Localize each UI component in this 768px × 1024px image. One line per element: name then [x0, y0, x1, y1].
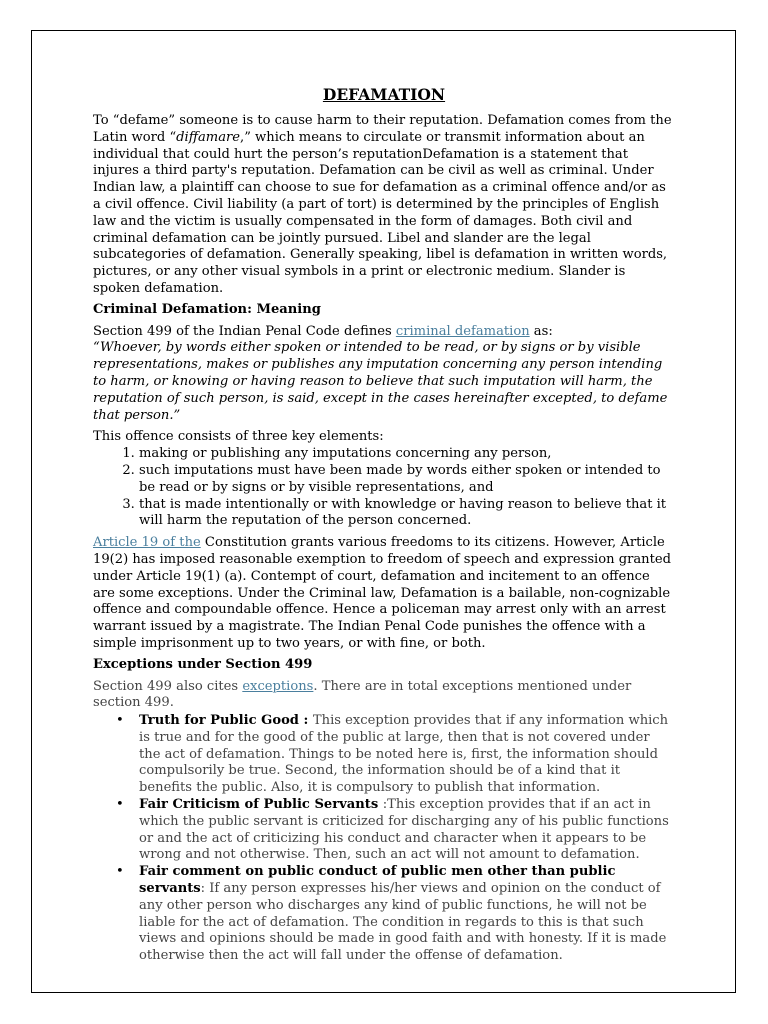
elements-intro: This offence consists of three key elements:	[93, 429, 384, 445]
page-title: DEFAMATION	[322, 85, 446, 104]
exception-text: : If any person expresses his/her views and opinion on the conduct of any other person who discharges any kind of public functions, he will not be liable for the act of defamation. The condition in regards to this is that such views and opinions should be made in good faith and with honesty. If it is made otherwise then the act will fall under the offense of defamation.	[139, 881, 667, 964]
list-item: 3. that is made intentionally or with knowledge or having reason to believe that it will harm the reputation of the person concerned.	[139, 497, 675, 531]
exception-title: Fair comment on public conduct of public men other than public servants	[139, 864, 616, 897]
intro-text-b: ,” which means to circulate or transmit information about an individual that could hurt the person’s reputationDefamation is a statement that injures a third party's reputation. Defamation can be civil as well as criminal. Under Indian law, a plaintiff can choose to sue for defamation as a criminal offence and/or as a civil offence. Civil liability (a part of tort) is determined by the principles of English law and the victim is usually compensated in the form of damages. Both civil and criminal defamation can be jointly pursued. Libel and slander are the legal subcategories of defamation. Generally speaking, libel is defamation in written words, pictures, or any other visual symbols in a print or electronic medium. Slander is spoken defamation.	[93, 129, 668, 296]
list-item	[139, 797, 675, 864]
latin-term: diffamare	[176, 129, 241, 145]
elements-list	[93, 446, 675, 530]
exception-text: This exception provides that if any information which is true and for the good of the public at large, then that is not covered under the act of defamation. Things to be noted here is, first, the information should compulsorily be true. Second, the information should be of a kind that it benefits the public. Also, it is compulsory to publish that information.	[139, 713, 669, 796]
list-item: 2. such imputations must have been made by words either spoken or intended to be read or by signs or by visible representations, and	[139, 463, 675, 497]
criminal-defamation-link[interactable]: criminal defamation	[395, 323, 530, 339]
exception-title: Fair Criticism of Public Servants	[139, 797, 383, 813]
exceptions-intro	[93, 679, 675, 713]
document-body	[93, 85, 675, 965]
exception-text: :This exception provides that if an act in which the public servant is criticized for discharging any of his public functions or and the act of criticizing his conduct and character when it appears to be wrong and not otherwise. Then, such an act will not amount to defamation.	[139, 797, 669, 863]
list-item	[139, 713, 675, 797]
definition-text-b: as:	[529, 323, 553, 339]
section-499-quote: “Whoever, by words either spoken or intended to be read, or by signs or by visible representations, makes or publishes any imputation concerning any person intending to harm, or knowing or having reason to believe that such imputation will harm, the reputation of such person, is said, except in the cases hereinafter excepted, to defame that person.”	[93, 340, 668, 423]
definition-text-a: Section 499 of the Indian Penal Code defines	[93, 323, 396, 339]
intro-text-a: To “defame” someone is to cause harm to their reputation. Defamation comes from the Latin word “	[93, 113, 672, 145]
list-item: 1. making or publishing any imputations concerning any person,	[139, 446, 675, 463]
exceptions-intro-a: Section 499 also cites	[93, 678, 243, 694]
criminal-heading: Criminal Defamation: Meaning	[93, 301, 321, 317]
article-19-paragraph	[93, 535, 675, 653]
list-item	[139, 864, 675, 965]
exception-title: Truth for Public Good :	[139, 713, 313, 729]
exceptions-list	[93, 713, 675, 965]
article-19-link[interactable]: Article 19 of the	[93, 535, 201, 551]
exceptions-heading: Exceptions under Section 499	[93, 656, 313, 672]
article-19-text: Constitution grants various freedoms to its citizens. However, Article 19(2) has imposed reasonable exemption to freedom of speech and expression granted under Article 19(1) (a). Contempt of court, defamation and incitement to an offence are some exceptions. Under the Criminal law, Defamation is a bailable, non-cognizable offence and compoundable offence. Hence a policeman may arrest only with an arrest warrant issued by a magistrate. The Indian Penal Code punishes the offence with a simple imprisonment up to two years, or with fine, or both.	[93, 535, 671, 651]
section-499-definition	[93, 324, 675, 341]
exceptions-link[interactable]: exceptions	[242, 678, 314, 694]
exceptions-intro-b: . There are in total exceptions mentioned under section 499.	[93, 678, 632, 711]
intro-paragraph	[93, 113, 675, 298]
